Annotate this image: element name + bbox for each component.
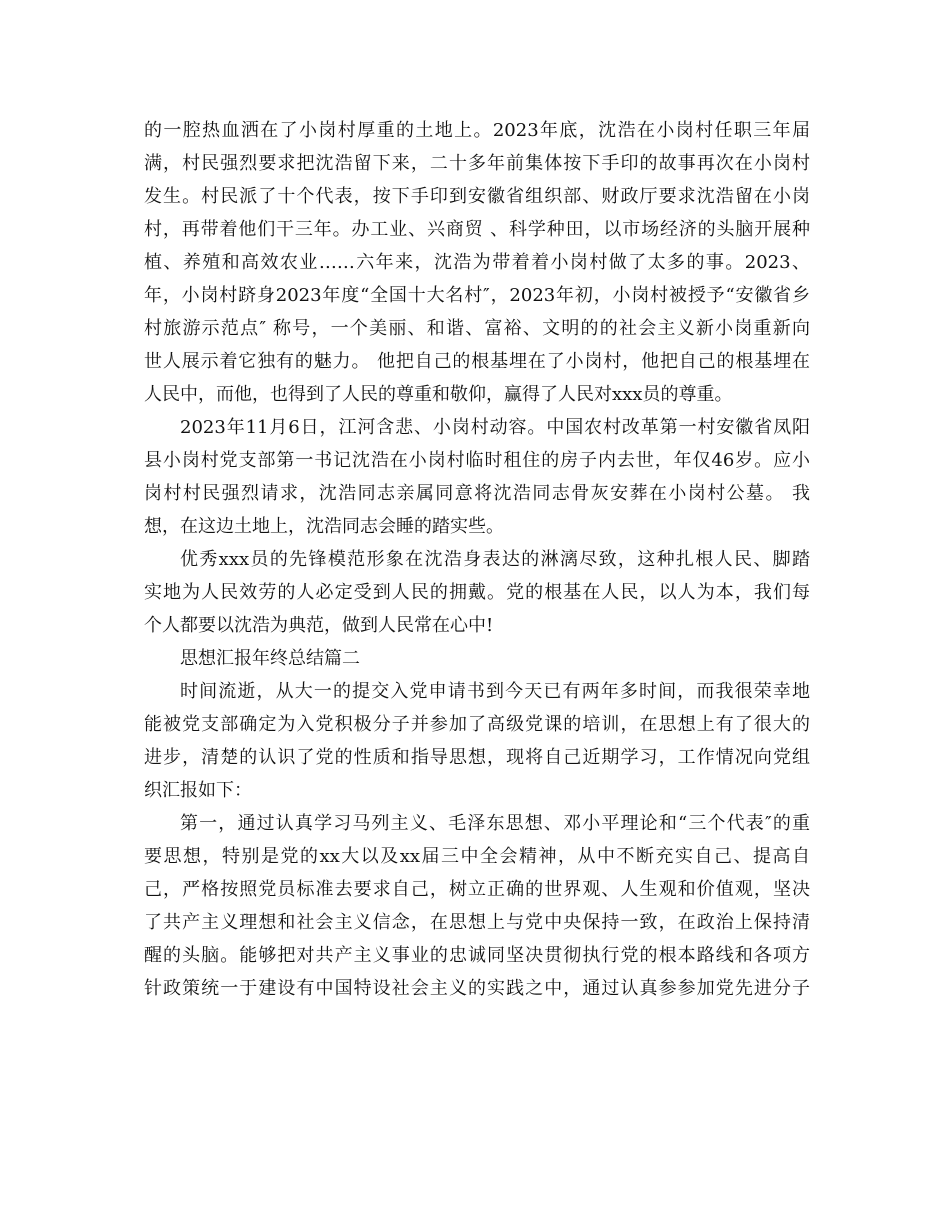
text-line: 岗村村民强烈请求，沈浩同志亲属同意将沈浩同志骨灰安葬在小岗村公墓。 我 xyxy=(144,483,810,504)
text-line: 个人都要以沈浩为典范，做到人民常在心中! xyxy=(144,615,494,636)
text-line: 要思想，特别是党的xx大以及xx届三中全会精神，从中不断充实自己、提高自 xyxy=(144,846,810,867)
text-line: 优秀xxx员的先锋模范形象在沈浩身表达的淋漓尽致，这种扎根人民、脚踏 xyxy=(180,549,810,570)
text-line: 进步，清楚的认识了党的性质和指导思想，现将自己近期学习，工作情况向党组 xyxy=(144,747,810,768)
document-body xyxy=(144,114,810,1005)
text-line: 人民中，而他，也得到了人民的尊重和敬仰，赢得了人民对xxx员的尊重。 xyxy=(144,384,733,405)
text-line: 村旅游示范点″ 称号，一个美丽、和谐、富裕、文明的的社会主义新小岗重新向 xyxy=(144,318,810,339)
text-line: 思想汇报年终总结篇二 xyxy=(180,648,360,669)
text-line: 县小岗村党支部第一书记沈浩在小岗村临时租住的房子内去世，年仅46岁。应小 xyxy=(144,450,810,471)
text-line: 植、养殖和高效农业……六年来，沈浩为带着着小岗村做了太多的事。2023、 xyxy=(144,252,810,273)
text-line: 实地为人民效劳的人必定受到人民的拥戴。党的根基在人民，以人为本，我们每 xyxy=(144,582,810,603)
text-line: 能被党支部确定为入党积极分子并参加了高级党课的培训，在思想上有了很大的 xyxy=(144,714,810,735)
text-line: 时间流逝，从大一的提交入党申请书到今天已有两年多时间，而我很荣幸地 xyxy=(180,681,810,702)
text-line: 了共产主义理想和社会主义信念，在思想上与党中央保持一致，在政治上保持清 xyxy=(144,912,810,933)
text-line: 织汇报如下： xyxy=(144,780,252,801)
text-line: 针政策统一于建设有中国特设社会主义的实践之中，通过认真参参加党先进分子 xyxy=(144,978,810,999)
text-line: 村，再带着他们干三年。办工业、兴商贸 、科学种田，以市场经济的头脑开展种 xyxy=(144,219,810,240)
text-line: 世人展示着它独有的魅力。 他把自己的根基埋在了小岗村，他把自己的根基埋在 xyxy=(144,351,810,372)
text-line: 2023年11月6日，江河含悲、小岗村动容。中国农村改革第一村安徽省凤阳 xyxy=(180,417,810,438)
text-line: 的一腔热血洒在了小岗村厚重的土地上。2023年底，沈浩在小岗村任职三年届 xyxy=(144,120,810,141)
text-line: 满，村民强烈要求把沈浩留下来，二十多年前集体按下手印的故事再次在小岗村 xyxy=(144,153,810,174)
text-line: 想，在这边土地上，沈浩同志会睡的踏实些。 xyxy=(144,516,504,537)
text-line: 年，小岗村跻身2023年度“全国十大名村″，2023年初，小岗村被授予“安徽省乡 xyxy=(144,285,810,306)
text-line: 第一，通过认真学习马列主义、毛泽东思想、邓小平理论和“三个代表″的重 xyxy=(180,813,810,834)
text-line: 醒的头脑。能够把对共产主义事业的忠诚同坚决贯彻执行党的根本路线和各项方 xyxy=(144,945,810,966)
text-line: 己，严格按照党员标准去要求自己，树立正确的世界观、人生观和价值观，坚决 xyxy=(144,879,810,900)
text-line: 发生。村民派了十个代表，按下手印到安徽省组织部、财政厅要求沈浩留在小岗 xyxy=(144,186,810,207)
